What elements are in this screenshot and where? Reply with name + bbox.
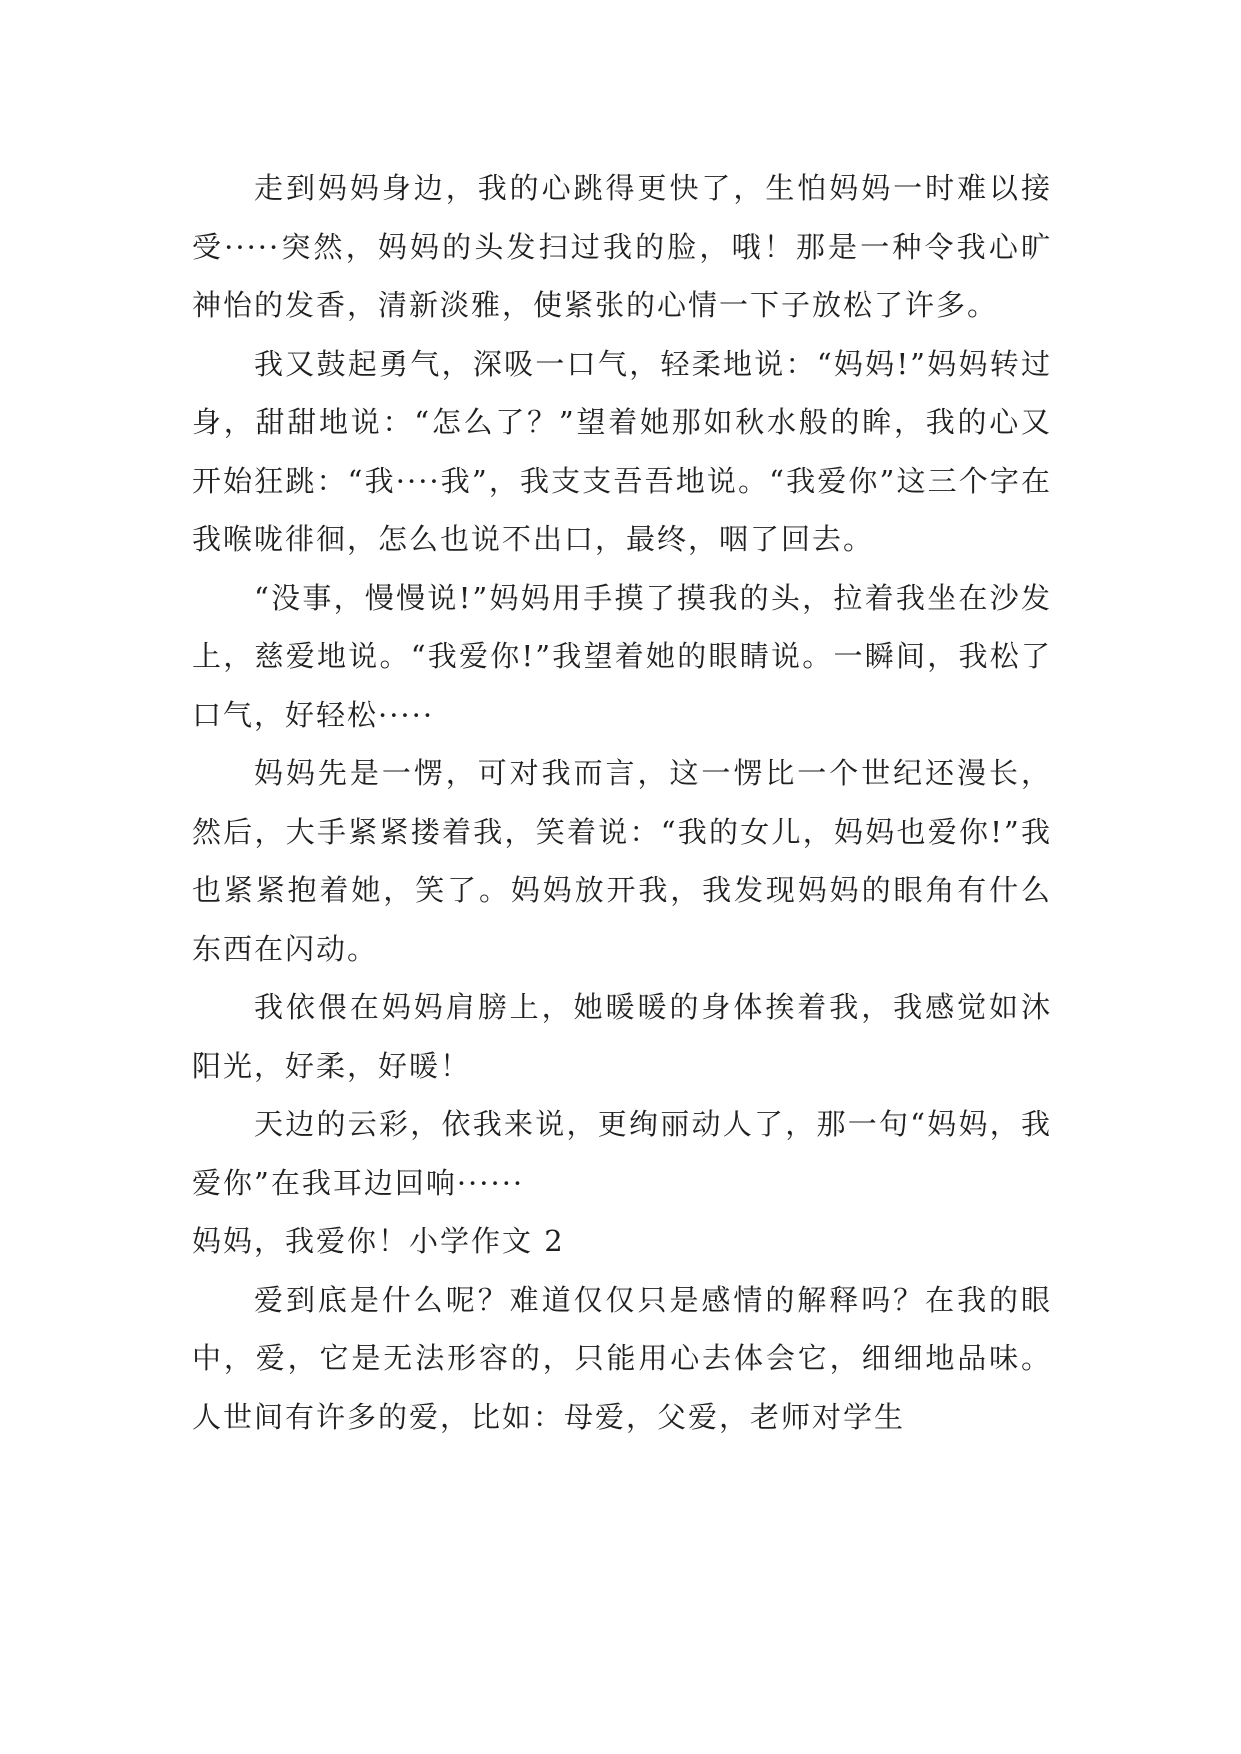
paragraph: 我又鼓起勇气，深吸一口气，轻柔地说：“妈妈!”妈妈转过身，甜甜地说：“怎么了？”望着她那如秋水般的眸，我的心又开始狂跳：“我····我”，我支支吾吾地说。“我爱你”这三个字在我喉咙徘徊，怎么也说不出口，最终，咽了回去。 xyxy=(192,346,1052,556)
paragraph: 天边的云彩，依我来说，更绚丽动人了，那一句“妈妈，我爱你”在我耳边回响······ xyxy=(192,1107,1052,1200)
paragraph: 我依偎在妈妈肩膀上，她暖暖的身体挨着我，我感觉如沐阳光，好柔，好暖！ xyxy=(192,990,1052,1083)
paragraph: 爱到底是什么呢？难道仅仅只是感情的解释吗？在我的眼中，爱，它是无法形容的，只能用心去体会它，细细地品味。人世间有许多的爱，比如：母爱，父爱，老师对学生 xyxy=(192,1282,1052,1434)
document-body xyxy=(192,159,1052,1446)
section-heading: 妈妈，我爱你！小学作文 2 xyxy=(192,1224,565,1258)
paragraph: 妈妈先是一愣，可对我而言，这一愣比一个世纪还漫长，然后，大手紧紧搂着我，笑着说：“我的女儿，妈妈也爱你!”我也紧紧抱着她，笑了。妈妈放开我，我发现妈妈的眼角有什么东西在闪动。 xyxy=(192,756,1052,966)
paragraph: “没事，慢慢说!”妈妈用手摸了摸我的头，拉着我坐在沙发上，慈爱地说。“我爱你!”我望着她的眼睛说。一瞬间，我松了口气，好轻松····· xyxy=(192,580,1052,732)
paragraph: 走到妈妈身边，我的心跳得更快了，生怕妈妈一时难以接受·····突然，妈妈的头发扫过我的脸，哦！那是一种令我心旷神怡的发香，清新淡雅，使紧张的心情一下子放松了许多。 xyxy=(192,171,1052,322)
